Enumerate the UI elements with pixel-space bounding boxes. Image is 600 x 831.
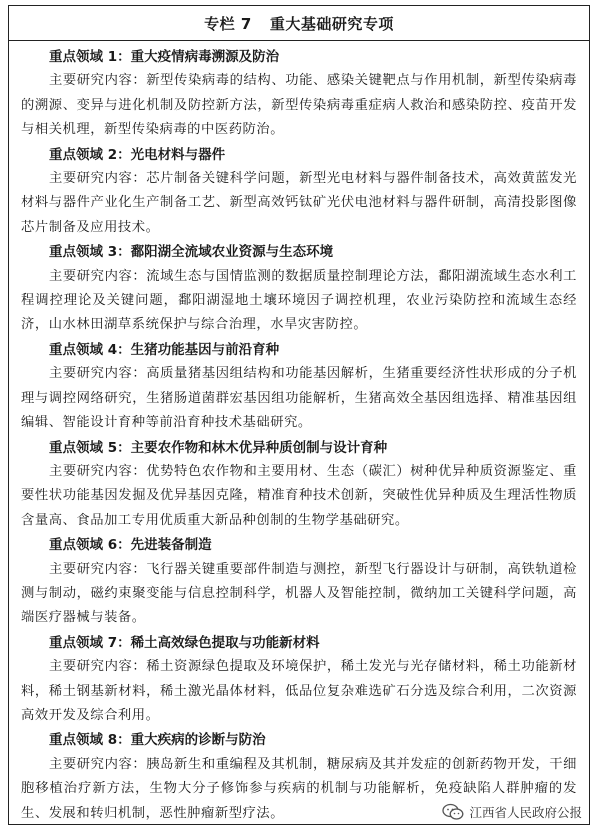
section-content: 主要研究内容：新型传染病毒的结构、功能、感染关键靶点与作用机制，新型传染病毒的溯源、变异与进化机制及防控新方法，新型传染病毒重症病人救治和感染防控、疫苗开发与相关机理，新型传染病毒的中医药防治。 xyxy=(21,73,577,138)
box-title-bar xyxy=(9,6,589,41)
section-content: 主要研究内容：高质量猪基因组结构和功能基因解析，生猪重要经济性状形成的分子机理与调控网络研究，生猪肠道菌群宏基因组功能解析，生猪高效全基因组选择、精准基因组编辑、智能设计育种等前沿育种技术基础研究。 xyxy=(21,366,577,431)
section-content: 主要研究内容：稀土资源绿色提取及环境保护，稀土发光与光存储材料，稀土功能新材料，稀土钢基新材料，稀土激光晶体材料，低品位复杂难选矿石分选及综合利用，二次资源高效开发及综合利用。 xyxy=(21,659,577,723)
section-7 xyxy=(21,631,577,729)
feature-box xyxy=(8,5,590,825)
section-content: 主要研究内容：胰岛新生和重编程及其机制，糖尿病及其并发症的创新药物开发，干细胞移植治疗新方法，生物大分子修饰参与疾病的机制与功能解析，免疫缺陷人群肿瘤的发生、发展和转归机制，恶性肿瘤新型疗法。 xyxy=(21,756,577,821)
section-content: 主要研究内容：流域生态与国情监测的数据质量控制理论方法，鄱阳湖流域生态水利工程调控理论及关键问题，鄱阳湖湿地土壤环境因子调控机理，农业污染防控和流域生态经济，山水林田湖草系统保护与综合治理，水旱灾害防控。 xyxy=(21,268,577,333)
section-content: 主要研究内容：优势特色农作物和主要用材、生态（碳汇）树种优异种质资源鉴定、重要性状功能基因发掘及优异基因克隆，精准育种技术创新，突破性优异种质及生理活性物质含量高、食品加工专用优质重大新品种创制的生物学基础研究。 xyxy=(21,463,577,528)
wechat-icon xyxy=(442,803,464,821)
section-6 xyxy=(21,533,577,631)
section-heading: 重点领域 6：先进装备制造 xyxy=(49,537,212,554)
section-heading: 重点领域 8：重大疾病的诊断与防治 xyxy=(49,732,266,749)
source-watermark xyxy=(440,803,584,821)
section-heading: 重点领域 5：主要农作物和林木优异种质创制与设计育种 xyxy=(49,439,388,456)
watermark-text: 江西省人民政府公报 xyxy=(469,805,582,820)
section-5 xyxy=(21,436,577,534)
section-heading: 重点领域 3：鄱阳湖全流域农业资源与生态环境 xyxy=(49,244,334,261)
section-heading: 重点领域 4：生猪功能基因与前沿育种 xyxy=(49,341,280,358)
section-3 xyxy=(21,240,577,338)
section-1 xyxy=(21,45,577,143)
box-number: 专栏 7 xyxy=(204,14,252,33)
box-content xyxy=(9,41,589,826)
box-title: 重大基础研究专项 xyxy=(269,14,394,33)
section-4 xyxy=(21,338,577,436)
section-content: 主要研究内容：飞行器关键重要部件制造与测控，新型飞行器设计与研制，高铁轨道检测与制动，磁约束聚变能与信息控制科学，机器人及智能控制，微纳加工关键科学问题，高端医疗器械与装备。 xyxy=(21,561,577,626)
section-heading: 重点领域 1：重大疫情病毒溯源及防治 xyxy=(49,49,280,65)
section-content: 主要研究内容：芯片制备关键科学问题，新型光电材料与器件制备技术，高效黄蓝发光材料与器件产业化生产制备工艺、新型高效钙钛矿光伏电池材料与器件研制，高清投影图像芯片制备及应用技术。 xyxy=(21,171,577,235)
section-2 xyxy=(21,143,577,241)
section-heading: 重点领域 7：稀土高效绿色提取与功能新材料 xyxy=(49,634,320,651)
section-heading: 重点领域 2：光电材料与器件 xyxy=(49,146,226,163)
